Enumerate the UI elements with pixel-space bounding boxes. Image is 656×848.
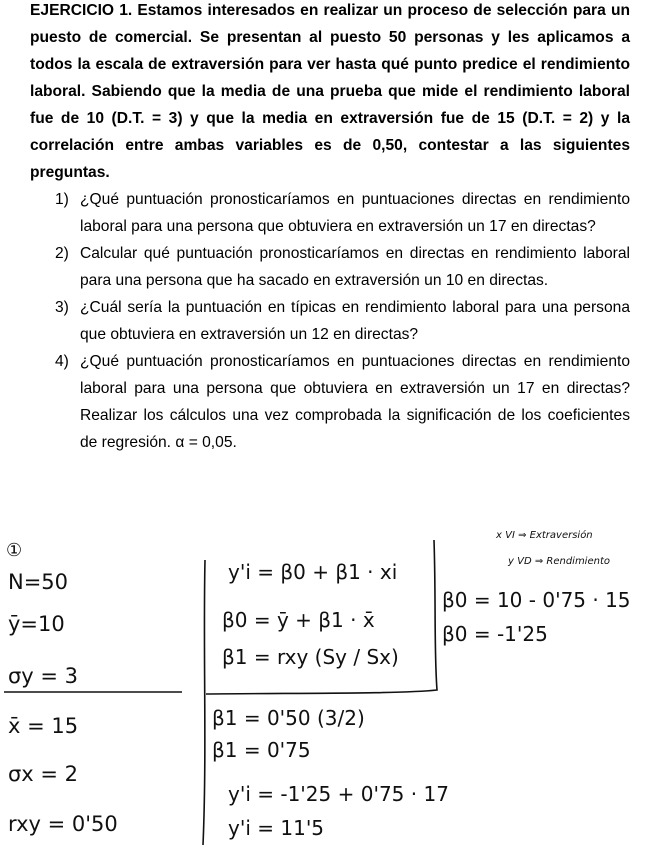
given-correlation: rxy = 0'50 xyxy=(8,812,118,836)
question-number: 1) xyxy=(55,191,69,208)
question-text: ¿Cuál sería la puntuación en típicas en rendimiento laboral para una persona que obtuviera en extraversión un 12 en directas? xyxy=(80,299,630,343)
question-number: 4) xyxy=(55,353,69,370)
question-text: ¿Qué puntuación pronosticaríamos en puntuaciones directas en rendimiento laboral para una persona que obtuviera en extraversión un 17 en directas? xyxy=(80,191,630,235)
intercept-result: β0 = -1'25 xyxy=(442,622,548,646)
exercise-marker: ① xyxy=(6,540,23,561)
given-sd-y: σy = 3 xyxy=(8,664,79,688)
intercept-substitution: β0 = 10 - 0'75 · 15 xyxy=(442,588,631,612)
prediction-result: y'i = 11'5 xyxy=(228,816,325,840)
question-number: 2) xyxy=(55,245,69,262)
regression-equation: y'i = β0 + β1 · xi xyxy=(228,560,398,584)
question-text: Calcular qué puntuación pronosticaríamos en directas en rendimiento laboral para una persona que ha sacado en extraversión un 10 en directas. xyxy=(80,245,630,289)
given-mean-y: ȳ=10 xyxy=(8,612,65,636)
legend-dependent-variable: y VD ⇒ Rendimiento xyxy=(508,556,610,567)
slope-formula: β1 = rxy (Sy / Sx) xyxy=(222,645,399,669)
given-mean-x: x̄ = 15 xyxy=(8,714,79,738)
given-n: N=50 xyxy=(8,570,69,594)
slope-result: β1 = 0'75 xyxy=(212,738,311,762)
exercise-statement: EJERCICIO 1. Estamos interesados en realizar un proceso de selección para un puesto de comercial. Se presentan al puesto 50 personas y les aplicamos a todos la escala de extraversión para ver hasta qué punto predice el rendimiento laboral. Sabiendo que la media de una prueba que mide el rendimiento laboral fue de 10 (D.T. = 3) y que la media en extraversión fue de 15 (D.T. = 2) y la correlación entre ambas variables es de 0,50, contestar a las siguientes preguntas. xyxy=(30,2,630,181)
question-number: 3) xyxy=(55,299,69,316)
intercept-formula: β0 = ȳ + β1 · x̄ xyxy=(222,608,375,632)
question-text: ¿Qué puntuación pronosticaríamos en puntuaciones directas en rendimiento laboral para una persona que obtuviera en extraversión un 17 en directas? Realizar los cálculos una vez comprobada la significación de los coeficientes de regresión. α = 0,05. xyxy=(80,353,630,451)
slope-substitution: β1 = 0'50 (3/2) xyxy=(212,706,365,730)
given-sd-x: σx = 2 xyxy=(8,762,79,786)
legend-independent-variable: x VI ⇒ Extraversión xyxy=(496,530,593,541)
prediction-substitution: y'i = -1'25 + 0'75 · 17 xyxy=(228,782,449,806)
solution-bracket-line xyxy=(203,560,205,845)
